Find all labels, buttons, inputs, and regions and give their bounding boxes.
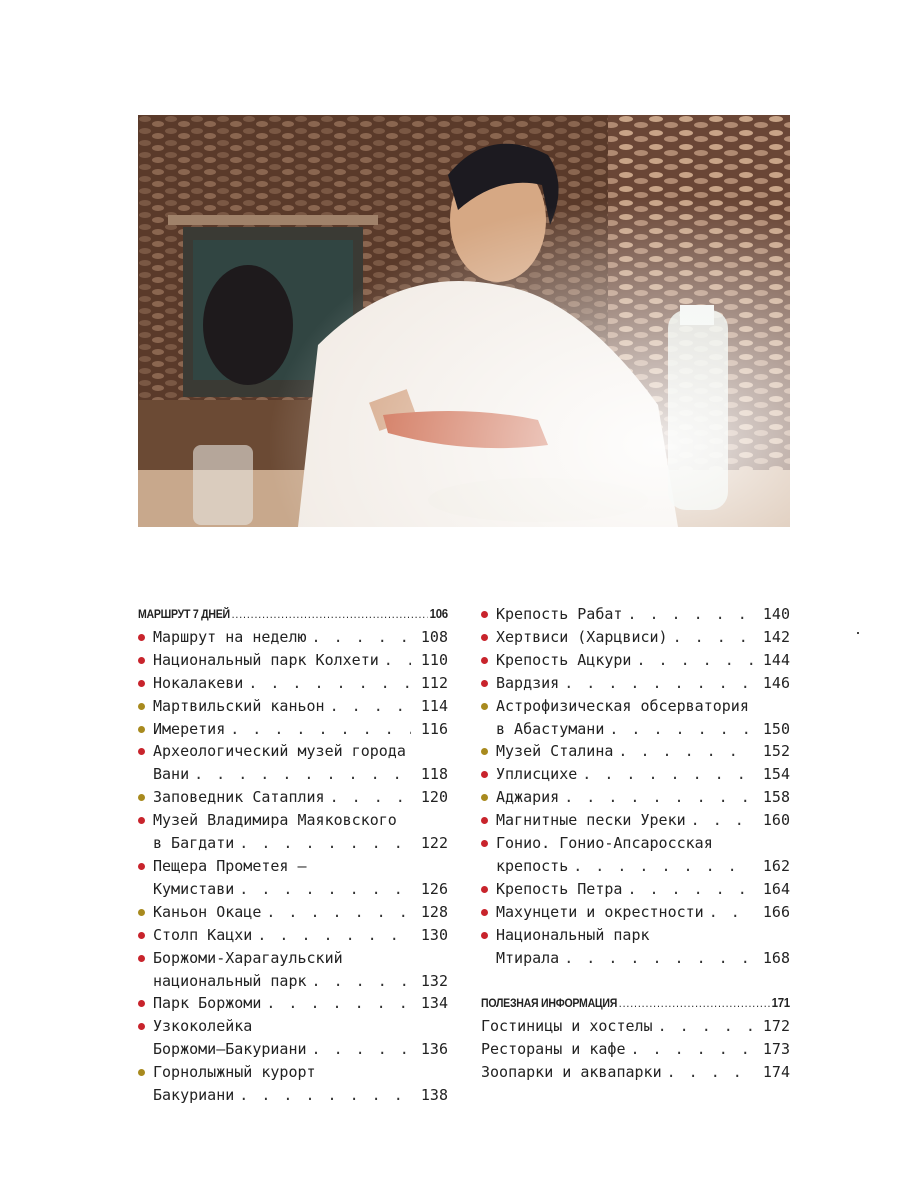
dot-leader	[673, 626, 753, 649]
toc-entry	[138, 626, 448, 649]
toc-entry	[481, 695, 790, 718]
toc-entry	[138, 763, 448, 786]
toc-page-number: 112	[420, 673, 448, 692]
toc-entry	[138, 718, 448, 741]
toc-page-number: 152	[762, 742, 790, 761]
toc-entry-title: Вани	[153, 765, 190, 784]
toc-entry-title: Астрофизическая обсерватория	[496, 696, 749, 715]
toc-entry	[481, 718, 790, 741]
toc-page-number: 132	[420, 971, 448, 990]
toc-entry	[481, 924, 790, 947]
toc-entry-title: национальный парк	[153, 971, 307, 990]
toc-entry-title: Боржоми-Харагаульский	[153, 948, 343, 967]
toc-entry-title: Уплисцихе	[496, 765, 578, 784]
toc-section-heading	[481, 992, 790, 1015]
toc-entry	[481, 1015, 790, 1038]
dot-leader	[230, 718, 411, 741]
bullet-icon	[481, 634, 488, 641]
bullet-icon	[481, 932, 488, 939]
bullet-icon	[138, 703, 145, 710]
toc-entry-title: Горнолыжный курорт	[153, 1063, 316, 1082]
dot-leader	[312, 970, 411, 993]
bullet-icon	[481, 657, 488, 664]
dot-leader	[564, 947, 753, 970]
toc-entry-title: Узкоколейка	[153, 1017, 253, 1036]
toc-entry	[481, 1038, 790, 1061]
toc-entry-title: Крепость Ацкури	[496, 650, 632, 669]
toc-entry-title: крепость	[496, 856, 569, 875]
toc-entry	[481, 901, 790, 924]
toc-entry-title: Боржоми–Бакуриани	[153, 1040, 307, 1059]
toc-page-number: 154	[762, 765, 790, 784]
toc-entry-title: Парк Боржоми	[153, 994, 262, 1013]
bullet-icon	[138, 634, 145, 641]
toc-entry-title: Нокалакеви	[153, 673, 244, 692]
toc-entry-title: в Абастумани	[496, 719, 605, 738]
toc-entry	[138, 1061, 448, 1084]
toc-entry-title: Археологический музей города	[153, 742, 406, 761]
dot-leader	[248, 672, 411, 695]
toc-page-number: 118	[420, 765, 448, 784]
toc-page-number: 168	[762, 948, 790, 967]
dot-leader	[194, 763, 411, 786]
toc-entry	[138, 1084, 448, 1107]
dot-leader	[618, 740, 753, 763]
dot-leader	[667, 1061, 753, 1084]
toc-page-number: 172	[762, 1017, 790, 1036]
dot-leader	[384, 649, 411, 672]
toc-page-number: 128	[420, 902, 448, 921]
dot-leader	[691, 809, 753, 832]
toc-entry	[138, 970, 448, 993]
bullet-icon	[481, 886, 488, 893]
toc-page-number: 114	[420, 696, 448, 715]
bullet-icon	[481, 909, 488, 916]
toc-entry	[138, 947, 448, 970]
dot-leader	[609, 718, 753, 741]
toc-entry	[138, 786, 448, 809]
bullet-icon	[138, 680, 145, 687]
dot-leader	[619, 992, 770, 1015]
dot-leader	[330, 786, 411, 809]
toc-entry-title: Крепость Рабат	[496, 605, 623, 623]
photo-illustration	[138, 115, 790, 527]
toc-entry	[481, 809, 790, 832]
toc-entry-title: Имеретия	[153, 719, 226, 738]
toc-entry	[481, 672, 790, 695]
toc-entry	[481, 786, 790, 809]
toc-page-number: 108	[420, 627, 448, 646]
toc-page-number: 138	[420, 1086, 448, 1105]
dot-leader	[266, 992, 411, 1015]
bullet-icon	[138, 909, 145, 916]
toc-entry	[138, 924, 448, 947]
toc-page-number: 140	[762, 605, 790, 623]
toc-entry-title: Столп Кацхи	[153, 925, 253, 944]
toc-entry	[138, 809, 448, 832]
bullet-icon	[138, 863, 145, 870]
toc-entry	[138, 740, 448, 763]
section-title: ПОЛЕЗНАЯ ИНФОРМАЦИЯ	[481, 996, 618, 1011]
toc-entry-title: Гостиницы и хостелы	[481, 1017, 653, 1036]
dot-leader	[631, 1038, 754, 1061]
toc-page-number: 174	[762, 1063, 790, 1082]
toc-left-column	[138, 603, 448, 1107]
toc-entry	[481, 1061, 790, 1084]
dot-leader	[564, 786, 753, 809]
dot-leader	[582, 763, 753, 786]
toc-page-number: 166	[762, 902, 790, 921]
toc-page-number: 164	[762, 879, 790, 898]
toc-entry	[481, 603, 790, 626]
toc-entry	[138, 695, 448, 718]
toc-entry-title: Национальный парк Колхети	[153, 650, 379, 669]
toc-page-number: 130	[420, 925, 448, 944]
toc-entry	[481, 878, 790, 901]
toc-entry-title: Вардзия	[496, 673, 560, 692]
toc-entry-title: Гонио. Гонио-Апсаросская	[496, 834, 713, 853]
bullet-icon	[138, 657, 145, 664]
bullet-icon	[481, 680, 488, 687]
dot-leader	[239, 832, 411, 855]
toc-entry-title: в Багдати	[153, 834, 235, 853]
toc-entry	[138, 878, 448, 901]
toc-entry	[138, 855, 448, 878]
toc-entry-title: Зоопарки и аквапарки	[481, 1063, 662, 1082]
toc-entry	[138, 672, 448, 695]
toc-entry-title: Заповедник Сатаплия	[153, 788, 325, 807]
dot-leader	[636, 649, 753, 672]
toc-section-heading	[138, 603, 448, 626]
bullet-icon	[481, 703, 488, 710]
section-page-number: 106	[429, 606, 448, 621]
toc-entry-title: Хертвиси (Харцвиси)	[496, 627, 668, 646]
toc-entry	[481, 649, 790, 672]
toc-page-number: 142	[762, 627, 790, 646]
toc-page-number: 126	[420, 879, 448, 898]
dot-leader	[232, 603, 428, 626]
toc-entry	[138, 901, 448, 924]
toc-page-number: 162	[762, 856, 790, 875]
bullet-icon	[481, 840, 488, 847]
margin-mark	[857, 632, 859, 634]
toc-entry	[138, 1015, 448, 1038]
toc-entry	[481, 855, 790, 878]
bullet-icon	[138, 955, 145, 962]
toc-entry	[138, 649, 448, 672]
dot-leader	[658, 1015, 753, 1038]
toc-page-number: 160	[762, 811, 790, 830]
toc-page-number: 146	[762, 673, 790, 692]
toc-entry	[481, 626, 790, 649]
toc-entry-title: Мтирала	[496, 948, 560, 967]
dot-leader	[312, 1038, 411, 1061]
bullet-icon	[138, 726, 145, 733]
toc-page-number: 150	[762, 719, 790, 738]
toc-entry-title: Бакуриани	[153, 1086, 235, 1105]
dot-leader	[627, 603, 753, 626]
toc-entry-title: Рестораны и кафе	[481, 1040, 626, 1059]
toc-page-number: 158	[762, 788, 790, 807]
toc-entry-title: Махунцети и окрестности	[496, 902, 704, 921]
toc-entry	[138, 1038, 448, 1061]
dot-leader	[709, 901, 753, 924]
toc-page-number: 122	[420, 834, 448, 853]
dot-leader	[266, 901, 411, 924]
toc-page-number: 173	[762, 1040, 790, 1059]
toc-entry-title: Магнитные пески Уреки	[496, 811, 686, 830]
toc-entry	[481, 832, 790, 855]
section-title: МАРШРУТ 7 ДНЕЙ	[138, 607, 230, 621]
toc-page-number: 144	[762, 650, 790, 669]
toc-page-number: 134	[420, 994, 448, 1013]
toc-page-number: 110	[420, 650, 448, 669]
dot-leader	[239, 878, 411, 901]
toc-entry-title: Кумистави	[153, 879, 235, 898]
toc-entry	[138, 992, 448, 1015]
section-gap	[481, 970, 790, 993]
toc-entry-title: Музей Сталина	[496, 742, 614, 761]
toc-entry	[481, 763, 790, 786]
dot-leader	[257, 924, 411, 947]
dot-leader	[312, 626, 411, 649]
section-page-number: 171	[771, 995, 790, 1011]
dot-leader	[330, 695, 411, 718]
dot-leader	[627, 878, 753, 901]
toc-entry-title: Музей Владимира Маяковского	[153, 811, 397, 830]
toc-entry-title: Аджария	[496, 788, 560, 807]
toc-page-number: 136	[420, 1040, 448, 1059]
toc-entry-title: Пещера Прометея —	[153, 856, 307, 875]
toc-page-number: 116	[420, 719, 448, 738]
toc-entry-title: Мартвильский каньон	[153, 696, 325, 715]
cover-photo	[138, 115, 790, 527]
toc-entry-title: Маршрут на неделю	[153, 627, 307, 646]
toc-entry-title: Национальный парк	[496, 925, 650, 944]
toc-entry-title: Каньон Окаце	[153, 902, 262, 921]
toc-page-number: 120	[420, 788, 448, 807]
dot-leader	[239, 1084, 411, 1107]
toc-entry-title: Крепость Петра	[496, 879, 623, 898]
toc-entry	[481, 947, 790, 970]
toc-right-column	[481, 603, 790, 1084]
bullet-icon	[481, 611, 488, 618]
dot-leader	[573, 855, 753, 878]
toc-entry	[138, 832, 448, 855]
toc-entry	[481, 740, 790, 763]
dot-leader	[564, 672, 753, 695]
bullet-icon	[138, 932, 145, 939]
